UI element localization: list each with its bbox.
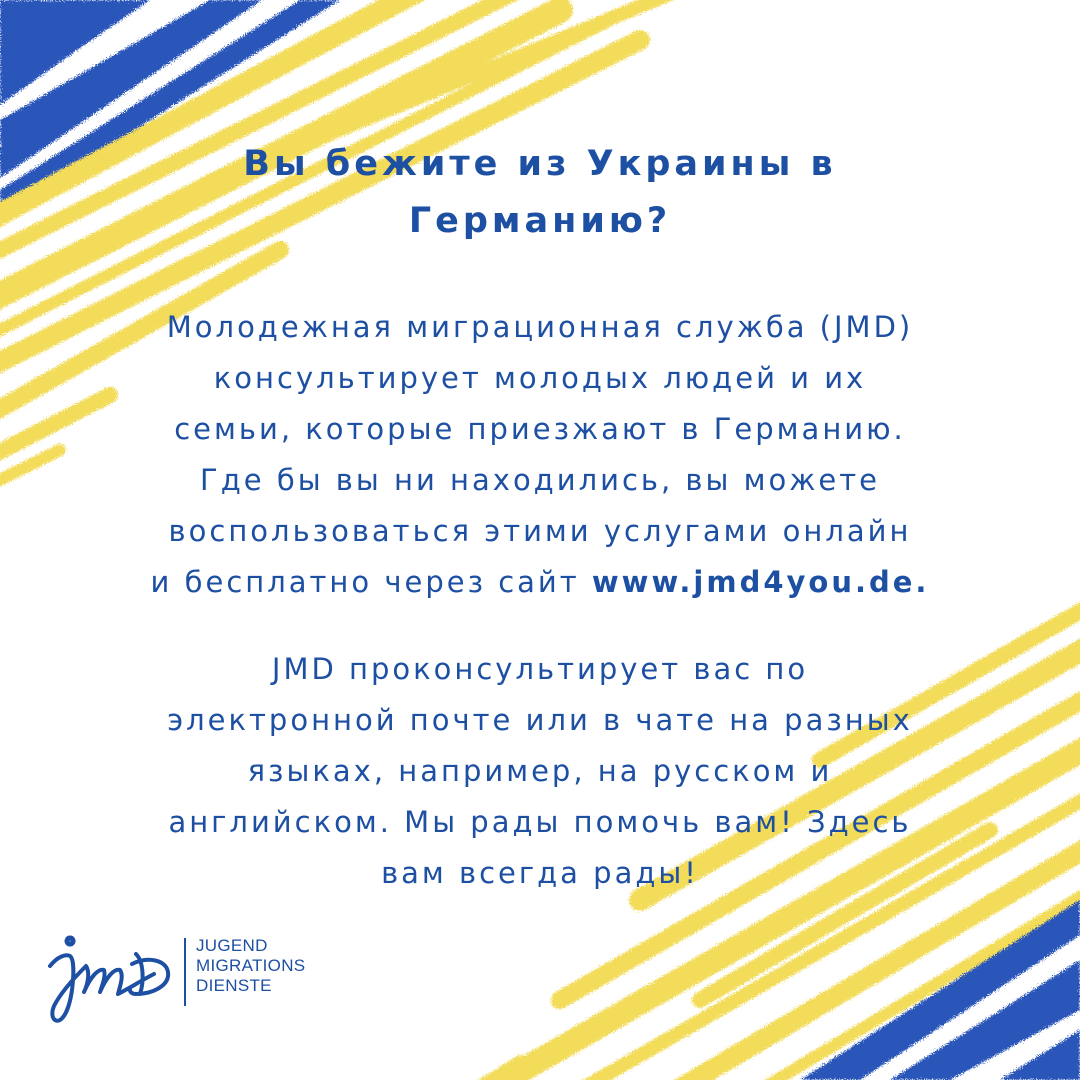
paragraph-line: вам всегда рады! xyxy=(381,856,699,890)
website-link[interactable]: www.jmd4you.de. xyxy=(591,565,930,599)
logo-wordmark xyxy=(196,936,305,996)
intro-paragraph xyxy=(90,302,990,608)
paragraph-line: языках, например, на русском и xyxy=(247,754,833,788)
paragraph-line: английском. Мы рады помочь вам! Здесь xyxy=(168,805,912,839)
consultation-paragraph xyxy=(90,644,990,899)
paragraph-line: Где бы вы ни находились, вы можете xyxy=(200,463,880,497)
paragraph-line: и бесплатно через сайт xyxy=(150,565,580,599)
headline-line-1: Вы бежите из Украины в xyxy=(243,144,837,184)
jmd-logo-mark xyxy=(44,932,178,1024)
paragraph-line: Молодежная миграционная служба (JMD) xyxy=(166,310,914,344)
paragraph-line: электронной почте или в чате на разных xyxy=(167,703,913,737)
logo-line-migrations: MIGRATIONS xyxy=(196,956,306,975)
headline xyxy=(140,136,940,250)
paragraph-line: семьи, которые приезжают в Германию. xyxy=(174,412,906,446)
logo-line-dienste: DIENSTE xyxy=(196,976,272,995)
logo-divider xyxy=(184,938,186,1006)
logo-line-jugend: JUGEND xyxy=(196,936,268,955)
jmd-logo xyxy=(44,932,344,1022)
paragraph-line: консультирует молодых людей и их xyxy=(213,361,867,395)
headline-line-2: Германию? xyxy=(408,201,672,241)
paragraph-line: JMD проконсультирует вас по xyxy=(271,652,809,686)
paragraph-line: воспользоваться этими услугами онлайн xyxy=(168,514,912,548)
